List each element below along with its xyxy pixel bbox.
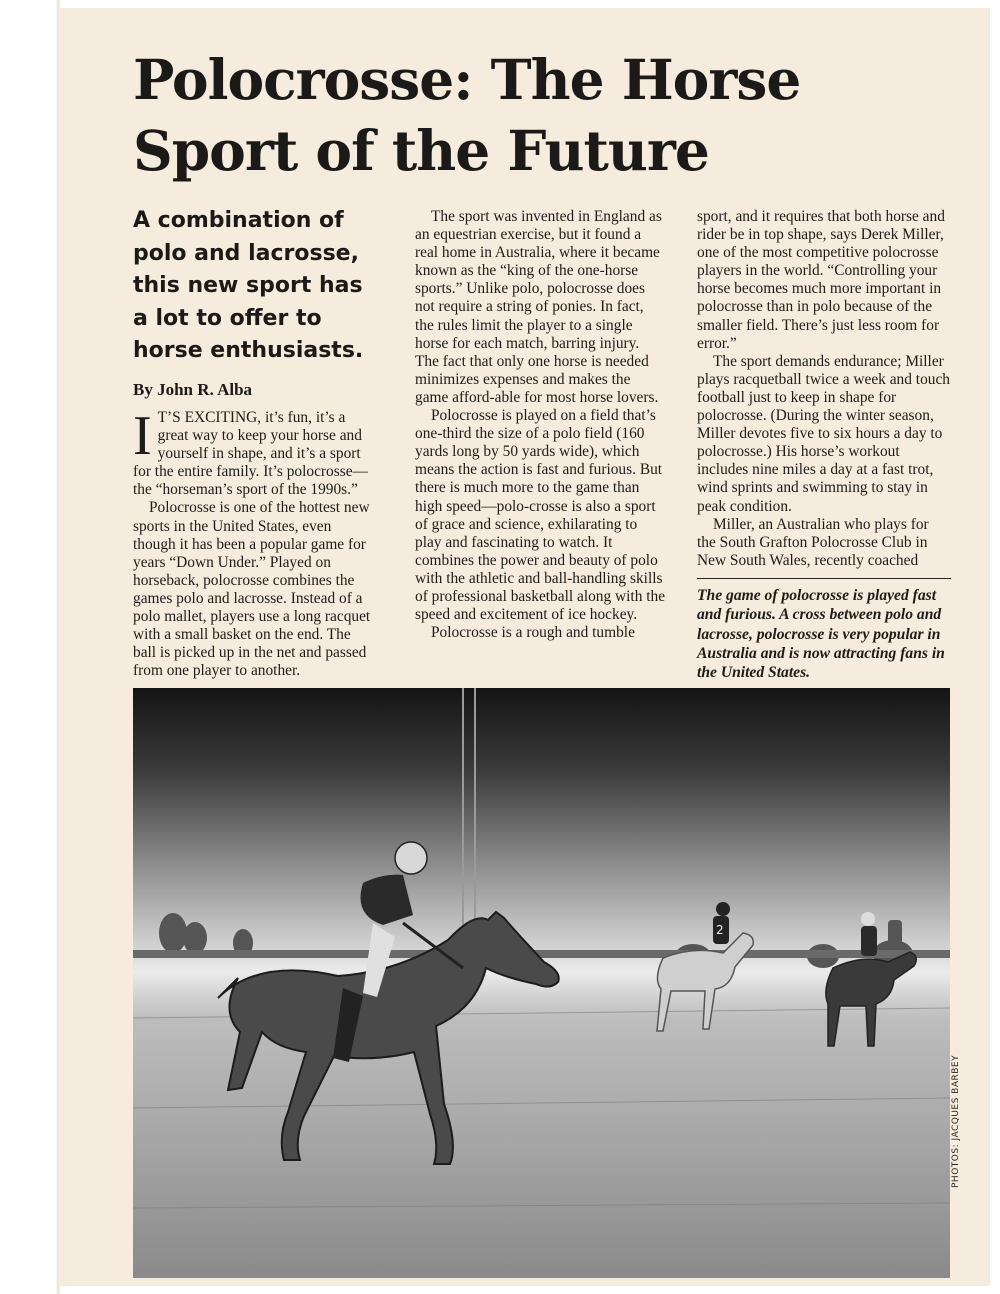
title-line-2: Sport of the Future	[133, 118, 709, 183]
jersey-number: 2	[716, 923, 724, 937]
photo-credit: PHOTOS: JACQUES BARBEY	[951, 1054, 961, 1188]
paragraph: sport, and it requires that both horse and rider be in top shape, says Derek Miller, one of the most competitive polocrosse players in the world. “Controlling your horse becomes much more important in polocrosse than in polo because of the smaller field. There’s just less room for error.”	[697, 208, 945, 352]
paragraph: Polocrosse is a rough and tumble	[431, 624, 635, 642]
article-title	[133, 44, 893, 186]
byline: By John R. Alba	[133, 380, 253, 399]
photo-illustration	[133, 688, 950, 1278]
caption-rule	[697, 578, 951, 579]
paragraph: Polocrosse is played on a field that’s one-third the size of a polo field (160 yards long by 50 yards wide), which means the action is fast and furious. But there is much more to the game than high speed—polo-crosse is also a sport of grace and science, exhilarating to play and fascinating to watch. It combines the power and beauty of polo with the athletic and ball-handling skills of professional basketball along with the speed and excitement of ice hockey.	[415, 407, 666, 624]
horse-rider-right	[826, 912, 916, 1046]
polocrosse-photo	[133, 688, 950, 1278]
page-spine	[0, 0, 62, 1294]
paragraph: Miller, an Australian who plays for the South Grafton Polocrosse Club in New South Wales, recently coached	[697, 515, 929, 569]
horse-rider-foreground	[218, 842, 559, 1164]
paragraph	[133, 405, 377, 499]
paragraph: The sport demands endurance; Miller plays racquetball twice a week and touch football just to keep in shape for polocrosse. (During the winter season, Miller devotes five to six hours a day to polocrosse.) His horse’s workout includes nine miles a day at a fast trot, wind sprints and swimming to stay in peak condition.	[697, 352, 950, 515]
paragraph-text: T’S EXCITING, it’s fun, it’s a great way to keep your horse and yourself in shape, and it’s a sport for the entire family. It’s polocrosse—the “horseman’s sport of the 1990s.”	[133, 409, 368, 499]
body-column-3	[697, 208, 951, 570]
article-dek: A combination of polo and lacrosse, this new sport has a lot to offer to horse enthusiasts.	[133, 208, 364, 363]
body-column-1	[133, 405, 377, 680]
body-column-2	[415, 208, 666, 642]
drop-cap: I	[133, 405, 152, 467]
paragraph: The sport was invented in England as an equestrian exercise, but it found a real home in Australia, where it became known as the “king of the one-horse sports.” Unlike polo, polocrosse does not require a string of ponies. In fact, the rules limit the player to a single horse for each match, barring injury. The fact that only one horse is needed minimizes expenses and makes the game afford-able for most horse lovers.	[415, 208, 662, 406]
paragraph: Polocrosse is one of the hottest new sports in the United States, even though it has been a popular game for years “Down Under.” Played on horseback, polocrosse combines the games polo and lacrosse. Instead of a polo mallet, players use a long racquet with a small basket on the end. The ball is picked up in the net and passed from one player to another.	[133, 499, 371, 680]
title-line-1: Polocrosse: The Horse	[133, 47, 801, 112]
photo-caption: The game of polocrosse is played fast and furious. A cross between polo and lacrosse, polocrosse is very popular in Australia and is now attracting fans in the United States.	[697, 587, 945, 682]
goal-posts	[463, 688, 475, 948]
